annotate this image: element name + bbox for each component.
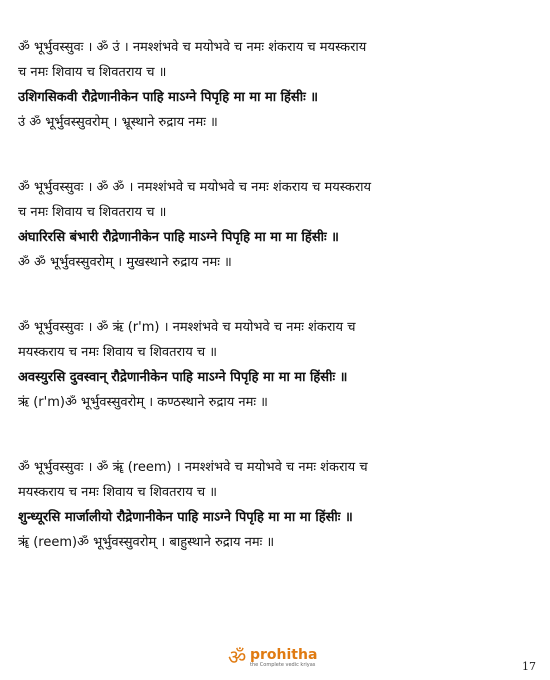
verse-line: मयस्कराय च नमः शिवाय च शिवतराय च ॥: [18, 345, 218, 360]
verse-line: उं ॐ भूर्भुवस्सुवरोम् । भ्रूस्थाने रुद्राय नमः ॥: [18, 115, 218, 130]
logo-tagline: the Complete vedic kriyas: [250, 662, 316, 668]
verse-block-4: [18, 455, 538, 555]
verse-block-1: [18, 35, 538, 135]
verse-line-bold: शुन्ध्यूरसि मार्जालीयो रौद्रेणानीकेन पाहि माऽग्ने पिपृहि मा मा मा हिंसीः ॥: [18, 510, 353, 525]
verse-line-bold: अंघारिरसि बंभारी रौद्रेणानीकेन पाहि माऽग्ने पिपृहि मा मा मा हिंसीः ॥: [18, 230, 339, 245]
verse-line: ॐ भूर्भुवस्सुवः । ॐ उं । नमश्शंभवे च मयोभवे च नमः शंकराय च मयस्कराय: [18, 40, 367, 55]
logo-name: prohitha: [250, 647, 318, 663]
verse-block-2: [18, 175, 538, 275]
om-icon: ॐ: [228, 645, 247, 669]
verse-line: ॐ भूर्भुवस्सुवः । ॐ ऋं (r'm) । नमश्शंभवे च मयोभवे च नमः शंकराय च: [18, 320, 356, 335]
verse-line: ॐ भूर्भुवस्सुवः । ॐ ॐ । नमश्शंभवे च मयोभवे च नमः शंकराय च मयस्कराय: [18, 180, 372, 195]
verse-line-bold: उशिगसिकवी रौद्रेणानीकेन पाहि माऽग्ने पिपृहि मा मा मा हिंसीः ॥: [18, 90, 319, 105]
page-number: 17: [522, 660, 536, 673]
verse-block-3: [18, 315, 538, 415]
verse-line: ॐ ॐ भूर्भुवस्सुवरोम् । मुखस्थाने रुद्राय नमः ॥: [18, 255, 232, 270]
verse-line: ऋं (r'm)ॐ भूर्भुवस्सुवरोम् । कण्ठस्थाने रुद्राय नमः ॥: [18, 395, 268, 410]
verse-line: च नमः शिवाय च शिवतराय च ॥: [18, 65, 167, 80]
verse-line-bold: अवस्युरसि दुवस्वान् रौद्रेणानीकेन पाहि माऽग्ने पिपृहि मा मा मा हिंसीः ॥: [18, 370, 348, 385]
verse-line: ॐ भूर्भुवस्सुवः । ॐ ॠं (reem) । नमश्शंभवे च मयोभवे च नमः शंकराय च: [18, 460, 368, 475]
prohitha-logo: [228, 646, 328, 672]
verse-line: च नमः शिवाय च शिवतराय च ॥: [18, 205, 167, 220]
verse-line: मयस्कराय च नमः शिवाय च शिवतराय च ॥: [18, 485, 218, 500]
verse-line: ॠं (reem)ॐ भूर्भुवस्सुवरोम् । बाहुस्थाने रुद्राय नमः ॥: [18, 535, 275, 550]
